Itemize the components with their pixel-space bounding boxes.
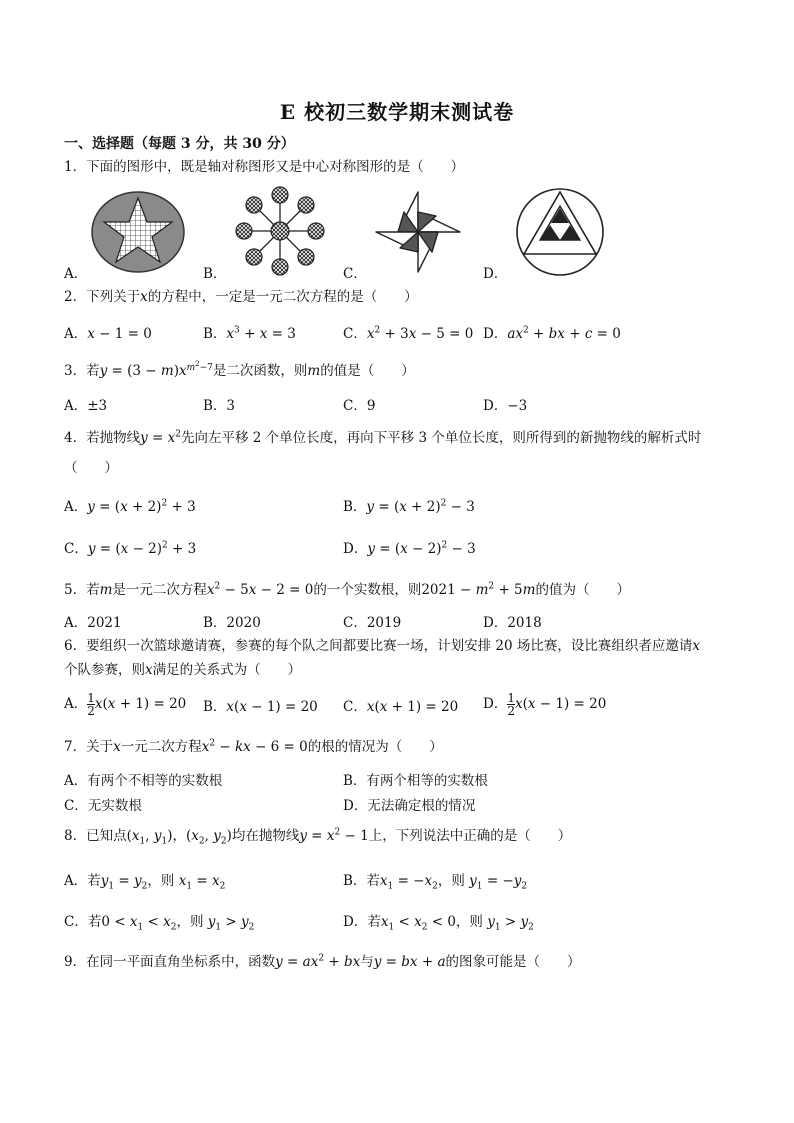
q5-option-b: B．2020 bbox=[203, 615, 261, 631]
q3-option-c: C．9 bbox=[343, 398, 376, 414]
q2-option-c: C．$x^2 + 3x - 5 = 0$ bbox=[343, 325, 474, 342]
q3-option-a: A．±3 bbox=[64, 398, 108, 414]
question-5-stem: 5．若m是一元二次方程$x^2 - 5x - 2 = 0$的一个实数根，则$2021 - m^2 + 5m$的值为（ ） bbox=[64, 581, 630, 598]
question-4-stem-line2: （ ） bbox=[64, 460, 118, 476]
pinwheel-icon bbox=[368, 188, 468, 276]
question-4-stem: 4．若抛物线$y = x^2$先向左平移 2 个单位长度，再向下平移 3 个单位长度，则所得到的新抛物线的解析式时 bbox=[64, 429, 702, 446]
option-c-label: C． bbox=[343, 266, 367, 282]
question-1-stem: 1．下面的图形中，既是轴对称图形又是中心对称图形的是（ ） bbox=[64, 159, 465, 175]
question-9-stem: 9．在同一平面直角坐标系中，函数$y = ax^2$ + bx与y = bx + a的图象可能是（ ） bbox=[64, 953, 581, 970]
q6-option-b: B．x(x − 1) = 20 bbox=[203, 699, 318, 715]
q7-option-a: A．有两个不相等的实数根 bbox=[64, 773, 223, 789]
q8-option-b: B．若$x_1 = -x_2$，则 $y_1 = -y_2$ bbox=[343, 873, 528, 892]
q4-option-d: D．$y = (x - 2)^2 - 3$ bbox=[343, 540, 476, 557]
q2-option-b: B．$x^3 + x = 3$ bbox=[203, 325, 296, 342]
q3-option-b: B．3 bbox=[203, 398, 236, 414]
question-8-stem: 8．已知点($x_1$, $y_1$)，($x_2$, $y_2$)均在抛物线$y = x^2 - 1$上，下列说法中正确的是（ ） bbox=[64, 827, 572, 847]
q8-option-d: D．若$x_1 < x_2 < 0$，则 $y_1 > y_2$ bbox=[343, 914, 534, 933]
q8-option-c: C．若$0 < x_1 < x_2$，则 $y_1 > y_2$ bbox=[64, 914, 255, 933]
q5-option-c: C．2019 bbox=[343, 615, 402, 631]
q2-option-a: A．x − 1 = 0 bbox=[64, 326, 152, 342]
q5-option-d: D．2018 bbox=[483, 615, 542, 631]
q2-option-d: D．$ax^2$ + bx + c = 0 bbox=[483, 325, 621, 342]
question-7-stem: 7．关于x一元二次方程$x^2$ − kx − 6 = 0的根的情况为（ ） bbox=[64, 738, 443, 755]
option-b-label: B． bbox=[203, 266, 227, 282]
section-heading: 一、选择题（每题 3 分，共 30 分） bbox=[64, 136, 295, 152]
circle-with-grid-star-icon bbox=[90, 190, 190, 275]
q6-option-c: C．x(x + 1) = 20 bbox=[343, 699, 459, 715]
q4-option-b: B．$y = (x + 2)^2 - 3$ bbox=[343, 498, 475, 515]
q6-option-d: D． $\frac{1}{2}$ x(x − 1) = 20 bbox=[483, 691, 607, 718]
option-d-label: D． bbox=[483, 266, 508, 282]
question-2-stem: 2．下列关于x的方程中，一定是一元二次方程的是（ ） bbox=[64, 289, 418, 305]
flower-of-circles-icon bbox=[228, 184, 328, 279]
question-3-stem: 3．若$y = (3 - m)x^{m^2-7}$是二次函数，则m的值是（ ） bbox=[64, 359, 415, 379]
q4-option-a: A．$y = (x + 2)^2 + 3$ bbox=[64, 498, 196, 515]
q7-option-d: D．无法确定根的情况 bbox=[343, 798, 476, 814]
q6-option-a: A． $\frac{1}{2}$ x(x + 1) = 20 bbox=[64, 691, 187, 718]
question-6-stem: 6．要组织一次篮球邀请赛，参赛的每个队之间都要比赛一场，计划安排 20 场比赛，设比赛组织者应邀请x bbox=[64, 638, 700, 654]
q5-option-a: A．2021 bbox=[64, 615, 122, 631]
q3-option-d: D．−3 bbox=[483, 398, 528, 414]
q8-option-a: A．若$y_1 = y_2$，则 $x_1 = x_2$ bbox=[64, 873, 226, 892]
q7-option-b: B．有两个相等的实数根 bbox=[343, 773, 488, 789]
question-6-stem-line2: 个队参赛，则x满足的关系式为（ ） bbox=[64, 662, 302, 678]
circle-with-triangles-icon bbox=[510, 186, 610, 278]
option-a-label: A． bbox=[64, 266, 88, 282]
q7-option-c: C．无实数根 bbox=[64, 798, 142, 814]
page-title: E 校初三数学期末测试卷 bbox=[279, 100, 515, 124]
q4-option-c: C．$y = (x - 2)^2 + 3$ bbox=[64, 540, 197, 557]
